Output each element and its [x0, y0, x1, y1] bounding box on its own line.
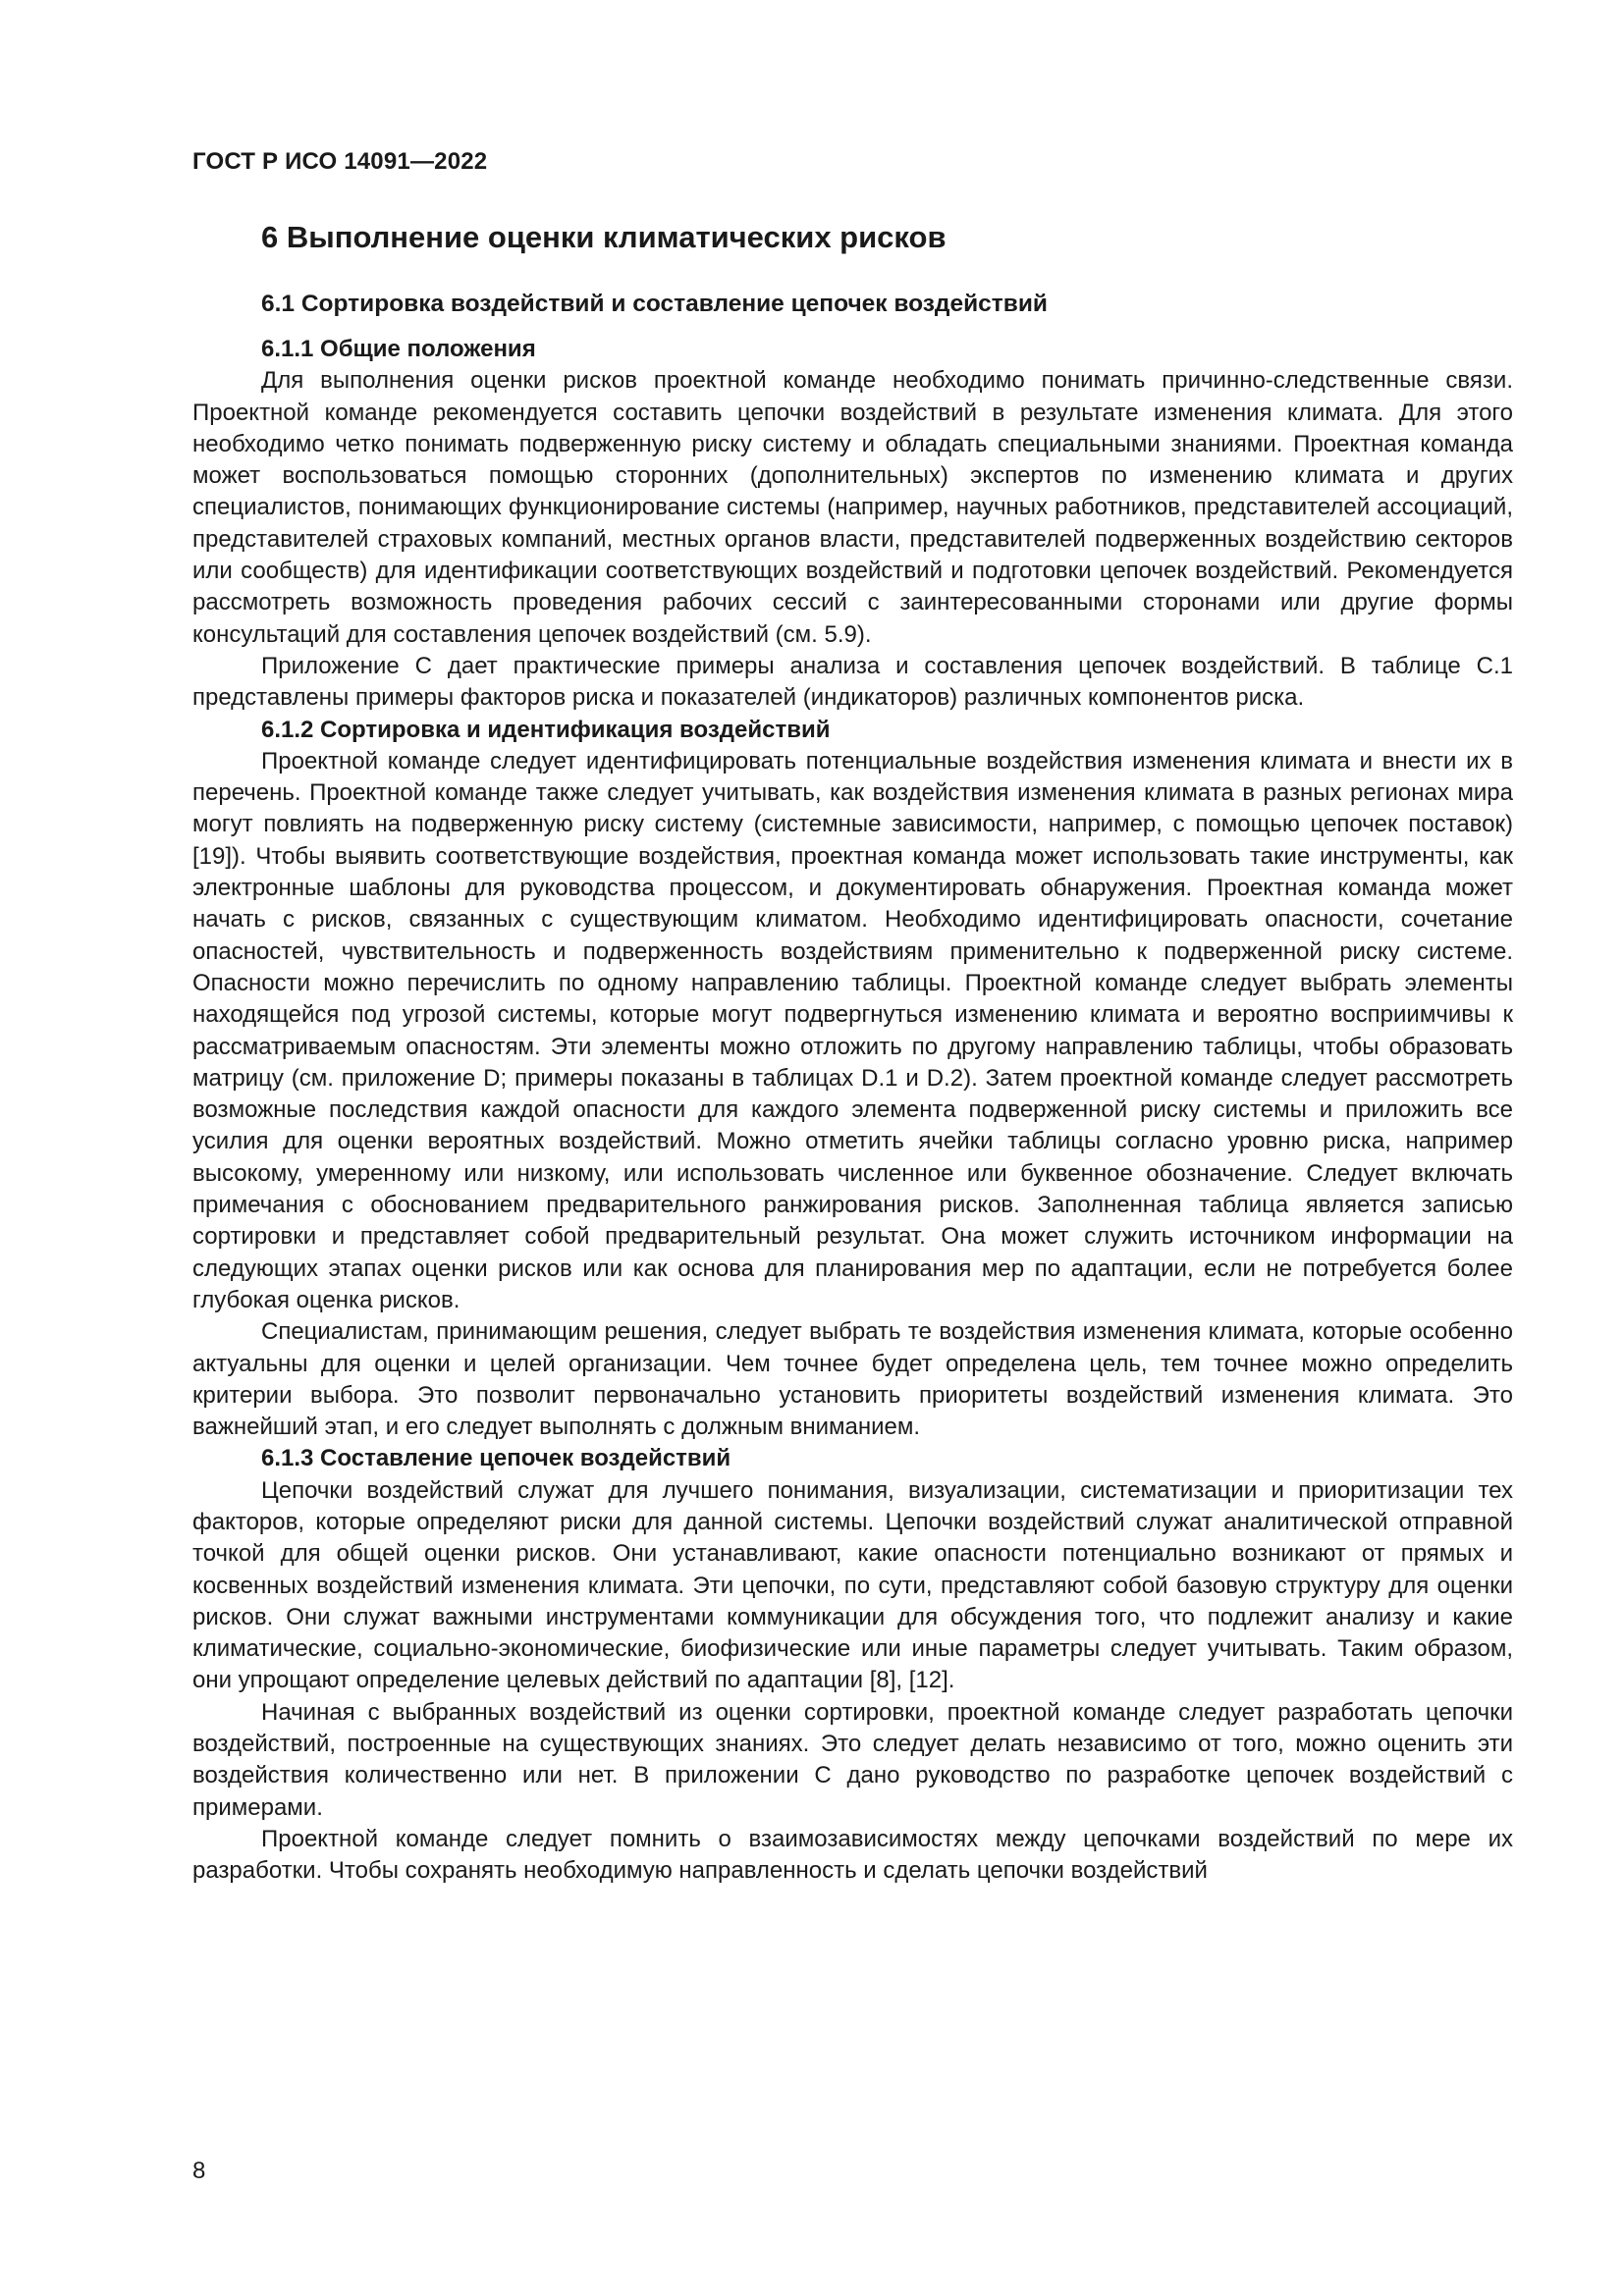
paragraph: Цепочки воздействий служат для лучшего понимания, визуализации, систематизации и приоритизации тех факторов, которые определяют риски для данной системы. Цепочки воздействий служат аналитической отправной точкой для общей оценки рисков. Они устанавливают, какие опасности потенциально возникают от прямых и косвенных воздействий изменения климата. Эти цепочки, по сути, представляют собой базовую структуру для оценки рисков. Они служат важными инструментами коммуникации для обсуждения того, что подлежит анализу и какие климатические, социально-экономические, биофизические или иные параметры следует учитывать. Таким образом, они упрощают определение целевых действий по адаптации [8], [12].: [192, 1476, 1513, 1694]
clause-title-6-1-2: 6.1.2 Сортировка и идентификация воздействий: [261, 716, 831, 743]
paragraph: Приложение С дает практические примеры анализа и составления цепочек воздействий. В таблице С.1 представлены примеры факторов риска и показателей (индикаторов) различных компонентов риска.: [192, 652, 1513, 712]
page-number: 8: [192, 2158, 206, 2184]
paragraph: Для выполнения оценки рисков проектной команде необходимо понимать причинно-следственные связи. Проектной команде рекомендуется составить цепочки воздействий в результате изменения климата. Для этого необходимо четко понимать подверженную риску систему и обладать специальными знаниями. Проектная команда может воспользоваться помощью сторонних (дополнительных) экспертов по изменению климата и других специалистов, понимающих функционирование системы (например, научных работников, представителей ассоциаций, представителей страховых компаний, местных органов власти, представителей подверженных воздействию секторов или сообществ) для идентификации соответствующих воздействий и подготовки цепочек воздействий. Рекомендуется рассмотреть возможность проведения рабочих сессий с заинтересованными сторонами или другие формы консультаций для составления цепочек воздействий (см. 5.9).: [192, 367, 1513, 648]
section-title: 6 Выполнение оценки климатических рисков: [261, 220, 947, 254]
running-header: ГОСТ Р ИСО 14091—2022: [192, 148, 488, 175]
clause-title-6-1-1: 6.1.1 Общие положения: [261, 336, 536, 362]
paragraph: Начиная с выбранных воздействий из оценки сортировки, проектной команде следует разработать цепочки воздействий, построенные на существующих знаниях. Это следует делать независимо от того, можно оценить эти воздействия количественно или нет. В приложении С дано руководство по разработке цепочек воздействий с примерами.: [192, 1698, 1513, 1821]
paragraph: Специалистам, принимающим решения, следует выбрать те воздействия изменения климата, которые особенно актуальны для оценки и целей организации. Чем точнее будет определена цель, тем точнее можно определить критерии выбора. Это позволит первоначально установить приоритеты воздействий изменения климата. Это важнейший этап, и его следует выполнять с должным вниманием.: [192, 1318, 1513, 1441]
clause-title-6-1-3: 6.1.3 Составление цепочек воздействий: [261, 1445, 731, 1472]
subsection-title: 6.1 Сортировка воздействий и составление цепочек воздействий: [261, 291, 1048, 317]
paragraph: Проектной команде следует идентифицировать потенциальные воздействия изменения климата и внести их в перечень. Проектной команде также следует учитывать, как воздействия изменения климата в разных регионах мира могут повлиять на подверженную риску систему (системные зависимости, например, с помощью цепочек поставок) [19]). Чтобы выявить соответствующие воздействия, проектная команда может использовать такие инструменты, как электронные шаблоны для руководства процессом, и документировать обнаружения. Проектная команда может начать с рисков, связанных с существующим климатом. Необходимо идентифицировать опасности, сочетание опасностей, чувствительность и подверженность воздействиям применительно к подверженной риску системе. Опасности можно перечислить по одному направлению таблицы. Проектной команде следует выбрать элементы находящейся под угрозой системы, которые могут подвергнуться изменению климата и вероятно восприимчивы к рассматриваемым опасностям. Эти элементы можно отложить по другому направлению таблицы, чтобы образовать матрицу (см. приложение D; примеры показаны в таблицах D.1 и D.2). Затем проектной команде следует рассмотреть возможные последствия каждой опасности для каждого элемента подверженной риску системы и приложить все усилия для оценки вероятных воздействий. Можно отметить ячейки таблицы согласно уровню риска, например высокому, умеренному или низкому, или использовать численное или буквенное обозначение. Следует включать примечания с обоснованием предварительного ранжирования рисков. Заполненная таблица является записью сортировки и представляет собой предварительный результат. Она может служить источником информации на следующих этапах оценки рисков или как основа для планирования мер по адаптации, если не потребуется более глубокая оценка рисков.: [192, 747, 1513, 1313]
paragraph: Проектной команде следует помнить о взаимозависимостях между цепочками воздействий по мере их разработки. Чтобы сохранять необходимую направленность и сделать цепочки воздействий: [192, 1825, 1513, 1885]
page-content: [192, 218, 1513, 1888]
